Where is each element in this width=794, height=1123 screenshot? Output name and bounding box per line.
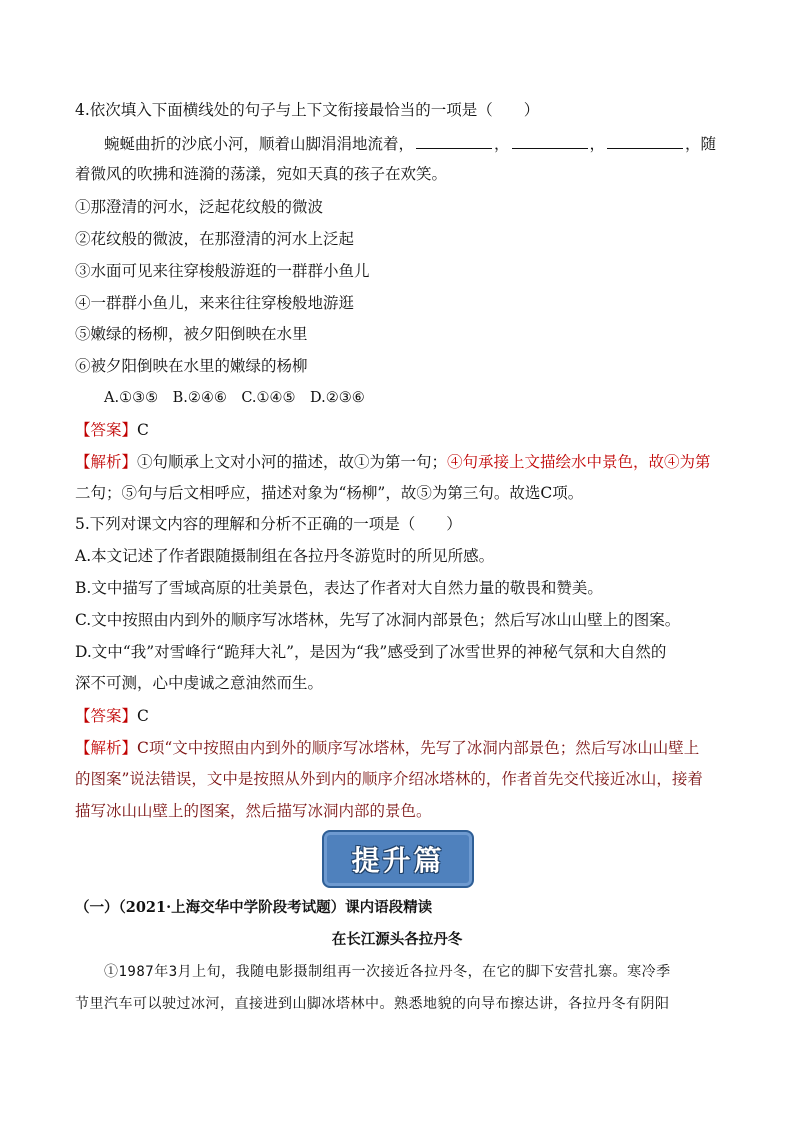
q4-option-1: ①那澄清的河水，泛起花纹般的微波 [75, 198, 324, 216]
q4-passage-line-2: 着微风的吹拂和涟漪的荡漾，宛如天真的孩子在欢笑。 [75, 165, 448, 183]
q4-sep-1: ， [494, 135, 510, 153]
reading-heading: （一）（2021·上海交华中学阶段考试题）课内语段精读 [75, 899, 433, 916]
q4-analysis-line-2: 二句；⑤句与后文相呼应，描述对象为“杨柳”，故⑤为第三句。故选C项。 [75, 484, 584, 502]
q5-analysis-label: 【解析】 [75, 739, 138, 757]
q5-option-a: A.本文记述了作者跟随摄制组在各拉丹冬游览时的所见所感。 [75, 547, 495, 565]
reading-title: 在长江源头各拉丹冬 [331, 931, 463, 948]
q4-answer-value: C [137, 421, 149, 439]
reading-paragraph-line-2: 节里汽车可以驶过冰河，直接进到山脚冰塔林中。熟悉地貌的向导布擦达讲，各拉丹冬有阴阳 [75, 996, 670, 1012]
section-banner [322, 830, 474, 888]
q4-option-2: ②花纹般的微波，在那澄清的河水上泛起 [75, 230, 355, 248]
q4-option-4: ④一群群小鱼儿，来来往往穿梭般地游逛 [75, 294, 355, 312]
q4-option-5: ⑤嫩绿的杨柳，被夕阳倒映在水里 [75, 325, 308, 343]
q4-answer-label: 【答案】 [75, 421, 138, 439]
q5-analysis-line-2: 的图案”说法错误，文中是按照从外到内的顺序介绍冰塔林的，作者首先交代接近冰山，接着 [75, 770, 703, 788]
q4-option-3: ③水面可见来往穿梭般游逛的一群群小鱼儿 [75, 262, 370, 280]
section-banner-text: 提升篇 [351, 844, 445, 877]
q5-option-c: C.文中按照由内到外的顺序写冰塔林，先写了冰洞内部景色；然后写冰山山壁上的图案。 [75, 611, 681, 629]
q4-answer [75, 420, 725, 440]
q5-option-d-line-2: 深不可测，心中虔诚之意油然而生。 [75, 674, 324, 692]
q4-analysis-label: 【解析】 [75, 453, 138, 471]
q4-option-6: ⑥被夕阳倒映在水里的嫩绿的杨柳 [75, 357, 308, 375]
reading-paragraph-line-1: ①1987年3月上旬，我随电影摄制组再一次接近各拉丹冬，在它的脚下安营扎寨。寒冷季 [104, 964, 671, 980]
q5-analysis-line-3: 描写冰山山壁上的图案，然后描写冰洞内部的景色。 [75, 802, 432, 820]
q5-option-b: B.文中描写了雪域高原的壮美景色，表达了作者对大自然力量的敬畏和赞美。 [75, 579, 603, 597]
q4-passage-line-1 [104, 134, 754, 154]
q4-analysis-1b: ④句承接上文描绘水中景色，故④为第 [447, 453, 711, 471]
q4-blank-1[interactable] [416, 134, 492, 149]
q5-analysis-line-1 [75, 738, 725, 758]
q4-blank-3[interactable] [607, 134, 683, 149]
q5-answer-value: C [137, 707, 149, 725]
q5-analysis-1: C项“文中按照由内到外的顺序写冰塔林，先写了冰洞内部景色；然后写冰山山壁上 [137, 739, 700, 757]
q4-choices: A.①③⑤ B.②④⑥ C.①④⑤ D.②③⑥ [104, 390, 365, 406]
q4-sep-2: ， [589, 135, 606, 153]
q4-passage-b: ，随 [685, 135, 717, 153]
q5-option-d-line-1: D.文中“我”对雪峰行“跪拜大礼”，是因为“我”感受到了冰雪世界的神秘气氛和大自然的 [75, 643, 667, 661]
q5-answer [75, 706, 725, 726]
q4-stem: 4.依次填入下面横线处的句子与上下文衔接最恰当的一项是（ ） [75, 101, 540, 119]
q4-passage-a: 蜿蜒曲折的沙底小河，顺着山脚涓涓地流着， [104, 135, 415, 153]
q4-blank-2[interactable] [512, 134, 588, 149]
q4-analysis-1a: ①句顺承上文对小河的描述，故①为第一句； [137, 453, 448, 471]
q5-stem: 5.下列对课文内容的理解和分析不正确的一项是（ ） [75, 515, 462, 533]
q4-analysis-line-1 [75, 452, 725, 472]
q5-answer-label: 【答案】 [75, 707, 138, 725]
